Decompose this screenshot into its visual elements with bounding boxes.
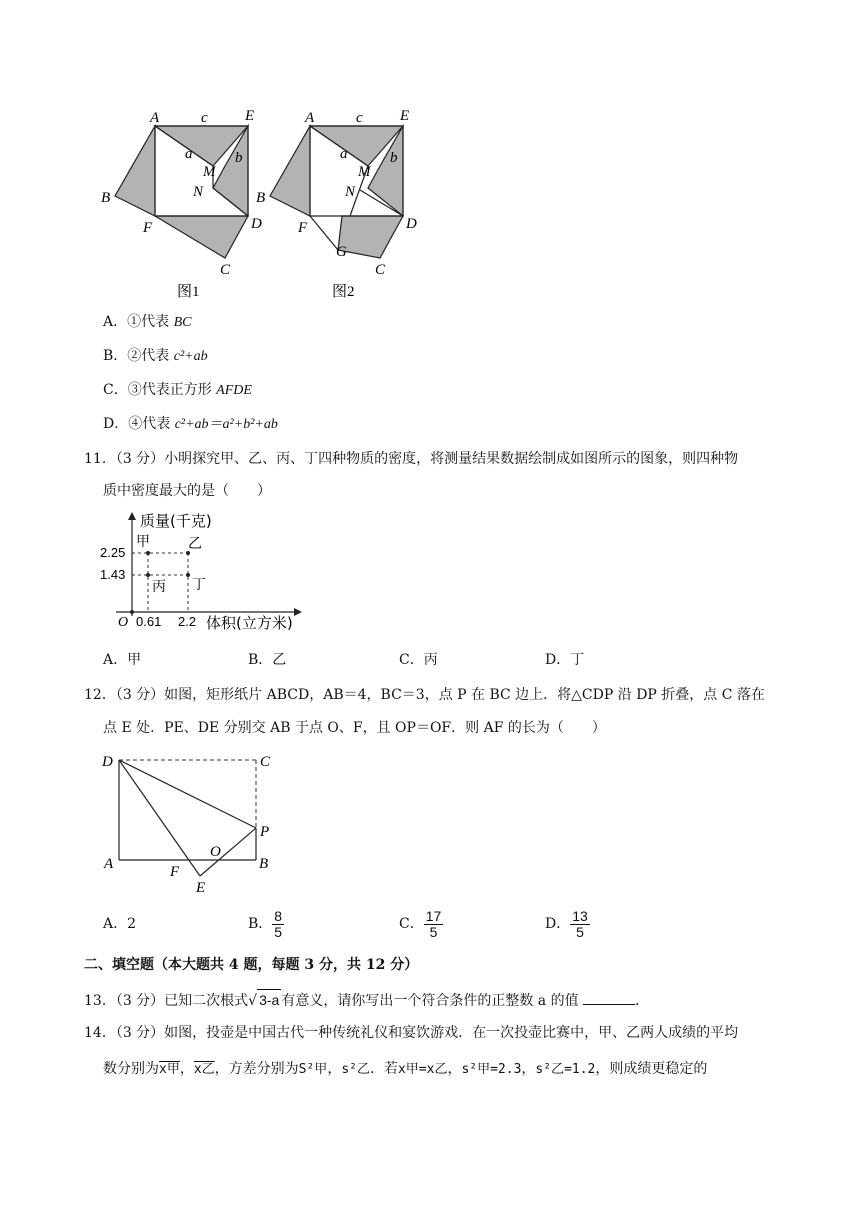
q12-stem-line1: 12．（3 分）如图，矩形纸片 ABCD，AB＝4，BC＝3，点 P 在 BC 边上．将△CDP 沿 DP 折叠，点 C 落在 xyxy=(84,687,765,703)
figure-2 xyxy=(256,108,417,300)
q14-var-yi: s²乙 xyxy=(341,1062,370,1077)
q12-label-C: C xyxy=(260,754,271,770)
q13-radicand: 3-a xyxy=(257,989,281,1010)
fig1-label-D: D xyxy=(251,216,262,232)
q12-option-b[interactable]: B． $\frac{8}{5}$ xyxy=(248,907,283,940)
fig1-label-N: N xyxy=(193,184,204,200)
q14-equal-means: x甲=x乙 xyxy=(397,1062,448,1077)
q12-label-F: F xyxy=(170,864,180,880)
q12-option-c[interactable]: C． $\frac{17}{5}$ xyxy=(399,907,442,940)
q14-var-jia: S²甲 xyxy=(298,1062,328,1077)
q14-stem-line1: 14．（3 分）如图，投壶是中国古代一种传统礼仪和宴饮游戏．在一次投壶比赛中，甲、乙两人成绩的平均 xyxy=(84,1025,739,1041)
q11-option-d[interactable]: D．丁 xyxy=(545,652,585,668)
q12-label-P: P xyxy=(260,824,270,840)
q12-stem-line2: 点 E 处．PE、DE 分别交 AB 于点 O、F，且 OP＝OF．则 AF 的长为（ ） xyxy=(103,720,606,736)
q12-option-b-fraction: $\frac{8}{5}$ xyxy=(274,907,283,940)
fig1-label-A: A xyxy=(150,110,160,126)
q13-answer-blank[interactable] xyxy=(583,990,635,1005)
q11-option-b[interactable]: B．乙 xyxy=(248,652,287,668)
fig2-caption: 图2 xyxy=(332,284,355,300)
fig1-label-E: E xyxy=(245,108,255,124)
fig2-label-C: C xyxy=(375,262,386,278)
fig2-label-B: B xyxy=(256,190,266,206)
q11-option-a[interactable]: A．甲 xyxy=(103,652,142,668)
fig2-label-M: M xyxy=(358,164,371,180)
q12-label-E: E xyxy=(196,880,206,896)
fig1-label-c: c xyxy=(201,110,208,126)
q12-rectangle-fold-figure xyxy=(96,748,296,898)
q13-stem: 13．（3 分）已知二次根式√ 3-a 有意义，请你写出一个符合条件的正整数 a 的值 ． xyxy=(84,989,649,1011)
q11-point-bing: 丙 xyxy=(152,579,166,595)
fig1-caption: 图1 xyxy=(177,284,200,300)
fig1-label-B: B xyxy=(101,190,111,206)
fig2-label-N: N xyxy=(345,184,356,200)
q11-y-axis-label: 质量(千克) xyxy=(140,512,212,530)
q14-var-jia-value: s²甲=2.3 xyxy=(461,1062,522,1077)
q12-option-d[interactable]: D． $\frac{13}{5}$ xyxy=(545,907,588,940)
fig2-label-b: b xyxy=(390,150,398,166)
q11-stem-line1: 11．（3 分）小明探究甲、乙、丙、丁四种物质的密度，将测量结果数据绘制成如图所示的图象，则四种物 xyxy=(84,451,739,467)
fig2-label-G: G xyxy=(336,244,347,260)
fig1-label-a: a xyxy=(185,146,193,162)
q11-y-tick-1-43: 1.43 xyxy=(100,567,126,582)
q12-option-d-fraction: $\frac{13}{5}$ xyxy=(572,907,588,940)
q14-stem-line2: 数分别为x甲，x乙，方差分别为S²甲，s²乙．若x甲=x乙，s²甲=2.3，s²乙=1.2，则成绩更稳定的 xyxy=(103,1061,708,1077)
q11-point-jia: 甲 xyxy=(136,534,150,550)
q10-option-d[interactable]: D．④代表 c²+ab＝a²+b²+ab xyxy=(103,416,278,432)
q12-label-A: A xyxy=(104,856,114,872)
q11-origin-label: O xyxy=(118,615,129,630)
q12-label-D: D xyxy=(102,754,113,770)
q11-option-c[interactable]: C．丙 xyxy=(399,652,438,668)
q11-x-axis-label: 体积(立方米) xyxy=(206,614,293,632)
sqrt-sign-icon: √ xyxy=(248,993,258,1009)
q11-x-tick-0-61: 0.61 xyxy=(136,614,162,629)
q10-option-a[interactable]: A．①代表 BC xyxy=(103,314,192,330)
q11-point-yi: 乙 xyxy=(188,536,202,552)
fig2-label-E: E xyxy=(400,108,410,124)
q12-label-O: O xyxy=(210,844,221,860)
q11-density-graph xyxy=(96,508,326,638)
q12-option-a[interactable]: A．2 xyxy=(103,916,137,932)
fig2-label-A: A xyxy=(305,110,315,126)
fig2-label-D: D xyxy=(406,216,417,232)
q11-y-tick-2-25: 2.25 xyxy=(100,545,126,560)
q14-mean-yi: x乙 xyxy=(193,1062,215,1077)
fig2-label-c: c xyxy=(356,110,363,126)
q11-x-tick-2-2: 2.2 xyxy=(178,614,197,629)
figures-1-2 xyxy=(95,100,435,305)
fig1-label-C: C xyxy=(220,262,231,278)
q12-option-c-fraction: $\frac{17}{5}$ xyxy=(425,907,442,940)
fig2-label-a: a xyxy=(340,146,348,162)
section-2-heading: 二、填空题（本大题共 4 题，每题 3 分，共 12 分） xyxy=(84,957,419,973)
q11-stem-line2: 质中密度最大的是（ ） xyxy=(103,483,271,499)
figure-1 xyxy=(101,108,262,300)
fig1-label-F: F xyxy=(143,220,153,236)
q14-mean-jia: x甲 xyxy=(159,1062,180,1077)
q11-point-ding: 丁 xyxy=(192,577,206,593)
q10-option-c[interactable]: C．③代表正方形 AFDE xyxy=(103,382,252,398)
q14-var-yi-value: s²乙=1.2 xyxy=(535,1062,596,1077)
fig1-label-M: M xyxy=(203,164,216,180)
fig1-label-b: b xyxy=(235,150,243,166)
q12-label-B: B xyxy=(259,856,269,872)
fig2-label-F: F xyxy=(298,220,308,236)
q10-option-b[interactable]: B．②代表 c²+ab xyxy=(103,348,208,364)
